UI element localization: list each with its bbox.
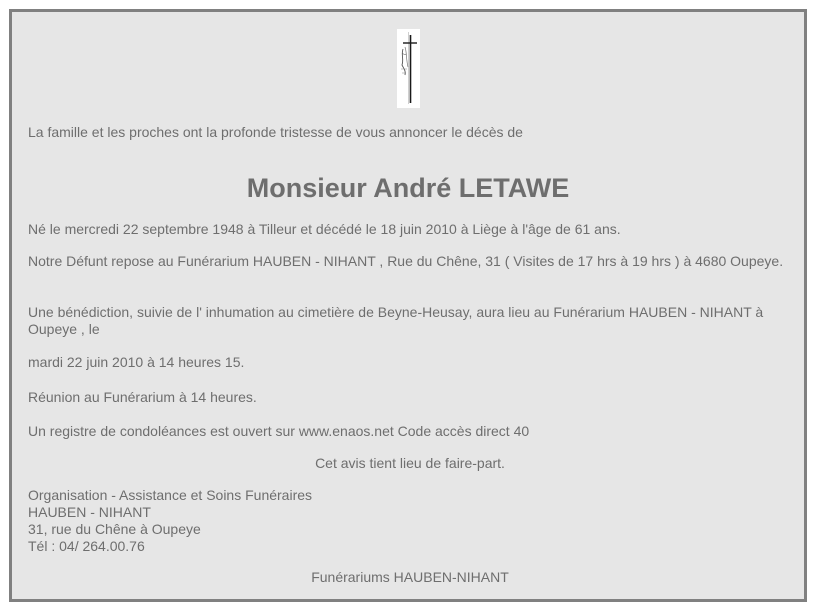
- deceased-name: Monsieur André LETAWE: [246, 173, 570, 203]
- meeting-text: Réunion au Funérarium à 14 heures.: [28, 389, 257, 405]
- condolences-text: Un registre de condoléances est ouvert sur www.enaos.net Code accès direct 40: [28, 423, 530, 439]
- organisation-phone: Tél : 04/ 264.00.76: [28, 538, 145, 554]
- organisation-name: HAUBEN - NIHANT: [28, 504, 151, 520]
- ceremony-date-text: mardi 22 juin 2010 à 14 heures 15.: [28, 354, 245, 370]
- cross-image: [397, 29, 420, 108]
- obituary-card: [9, 9, 807, 602]
- ceremony-text: Une bénédiction, suivie de l' inhumation au cimetière de Beyne-Heusay, aura lieu au Funérarium HAUBEN - NIHANT à Oupeye , le: [28, 304, 764, 337]
- organisation-address: 31, rue du Chêne à Oupeye: [28, 521, 201, 537]
- repose-text: Notre Défunt repose au Funérarium HAUBEN - NIHANT , Rue du Chêne, 31 ( Visites de 17 hrs à 19 hrs ) à 4680 Oupeye.: [28, 253, 784, 269]
- birth-death-text: Né le mercredi 22 septembre 1948 à Tilleur et décédé le 18 juin 2010 à Liège à l'âge de 61 ans.: [28, 221, 621, 237]
- notice-text: Cet avis tient lieu de faire-part.: [315, 455, 505, 471]
- organisation-block: [28, 487, 792, 555]
- organisation-line: Organisation - Assistance et Soins Funéraires: [28, 487, 313, 503]
- footer-text: Funérariums HAUBEN-NIHANT: [311, 569, 509, 585]
- cross-icon: [397, 29, 420, 108]
- intro-text: La famille et les proches ont la profonde tristesse de vous annoncer le décès de: [28, 124, 523, 140]
